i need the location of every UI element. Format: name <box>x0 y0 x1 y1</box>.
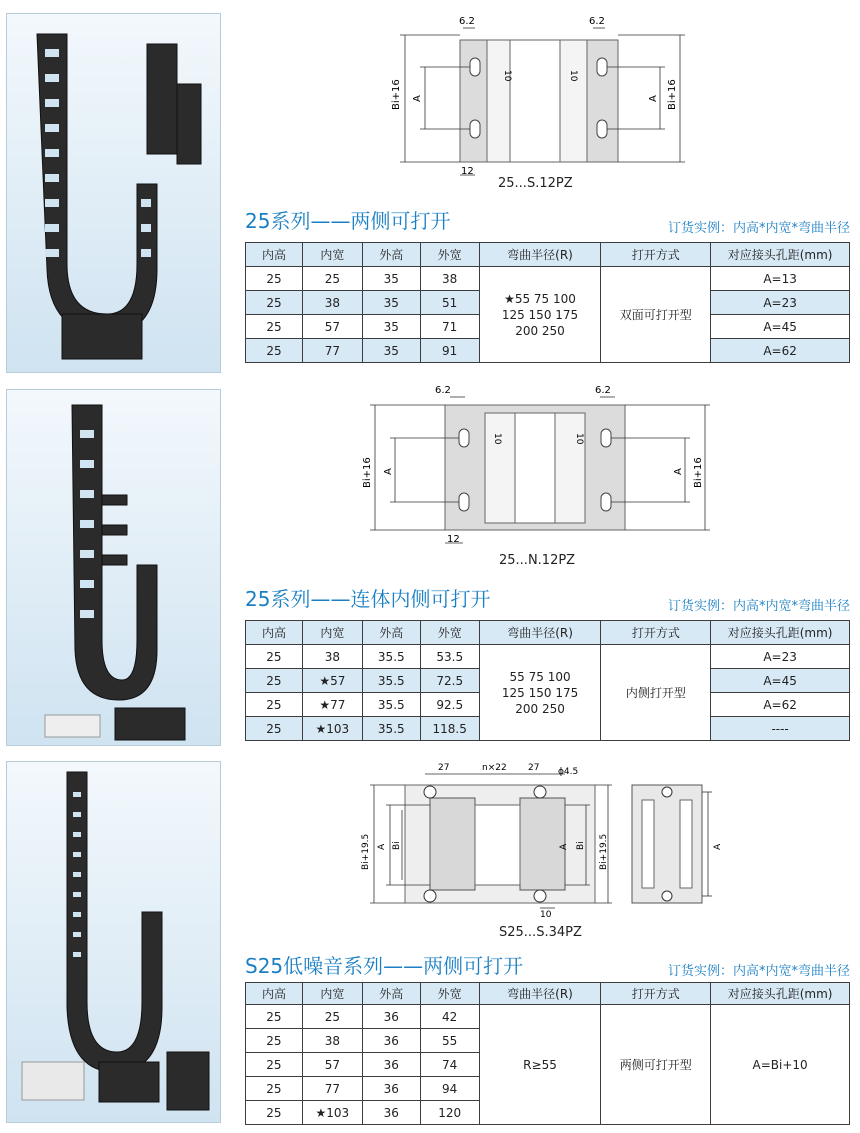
order-example: 订货实例：内高*内宽*弯曲半径 <box>667 599 850 614</box>
cell-hole-distance: A=62 <box>711 339 850 363</box>
column-header: 内高 <box>246 983 303 1005</box>
technical-drawing-1 <box>375 10 705 195</box>
technical-drawing-2 <box>355 383 725 553</box>
cell-bend-radius: R≥55 <box>479 1005 601 1125</box>
dim-bottom: 12 <box>461 166 474 177</box>
cell-hole-distance: A=62 <box>711 693 850 717</box>
cell-outer-height: 35 <box>362 291 420 315</box>
section-title: 25系列——两侧可打开 <box>245 209 451 233</box>
dim-right-pitch: 6.2 <box>589 16 605 27</box>
cell-outer-height: 36 <box>362 1029 420 1053</box>
cell-outer-width: 94 <box>420 1077 479 1101</box>
cell-inner-height: 25 <box>246 1053 303 1077</box>
cell-inner-width: 57 <box>302 1053 362 1077</box>
dim-right-pitch: 6.2 <box>595 385 611 396</box>
column-header: 弯曲半径(R) <box>479 243 601 267</box>
cell-outer-width: 91 <box>420 339 479 363</box>
dim-a-side: A <box>713 843 723 850</box>
cell-outer-width: 118.5 <box>420 717 479 741</box>
order-example: 订货实例：内高*内宽*弯曲半径 <box>667 221 850 236</box>
drawing-caption-1: 25...S.12PZ <box>498 176 573 191</box>
dim-pitch-count: n×22 <box>482 763 507 773</box>
dim-slot-right: 10 <box>568 70 578 82</box>
dim-slot-right: 10 <box>574 433 584 445</box>
column-header: 外高 <box>362 243 420 267</box>
cell-inner-height: 25 <box>246 315 303 339</box>
spec-table <box>245 620 850 741</box>
cell-outer-width: 53.5 <box>420 645 479 669</box>
table-header-row <box>246 621 850 645</box>
section-title: 25系列——连体内侧可打开 <box>245 587 491 611</box>
cell-outer-height: 36 <box>362 1005 420 1029</box>
dim-slot-left: 10 <box>502 70 512 82</box>
table-header-row <box>246 243 850 267</box>
radius-line: 200 250 <box>515 701 565 716</box>
cell-inner-height: 25 <box>246 339 303 363</box>
column-header: 对应接头孔距(mm) <box>711 621 850 645</box>
cell-outer-height: 35 <box>362 339 420 363</box>
dim-height-left: Bi+19.5 <box>361 833 371 870</box>
column-header: 外高 <box>362 983 420 1005</box>
radius-line: 125 150 175 <box>501 685 579 700</box>
cell-outer-width: 92.5 <box>420 693 479 717</box>
cell-hole-distance: A=13 <box>711 267 850 291</box>
cell-outer-width: 71 <box>420 315 479 339</box>
dim-slot-left: 10 <box>492 433 502 445</box>
dim-height-right: Bi+16 <box>693 457 704 488</box>
radius-line: 200 250 <box>515 323 565 338</box>
spec-section-2 <box>245 583 850 753</box>
column-header: 对应接头孔距(mm) <box>711 243 850 267</box>
table-header-row <box>246 983 850 1005</box>
cell-inner-width: 77 <box>302 1077 362 1101</box>
cell-inner-width: 38 <box>302 1029 362 1053</box>
cell-bend-radius <box>479 645 601 741</box>
spec-table <box>245 242 850 363</box>
product-photo-1 <box>6 13 221 373</box>
cell-inner-height: 25 <box>246 717 303 741</box>
dim-height-left: Bi+16 <box>391 79 402 110</box>
dim-a-left: A <box>383 468 394 475</box>
radius-line: ★55 75 100 <box>504 291 576 306</box>
cell-inner-width: 57 <box>302 315 362 339</box>
table-row <box>246 267 850 291</box>
cell-inner-height: 25 <box>246 645 303 669</box>
dim-a-left: A <box>412 95 423 102</box>
cell-inner-width: ★103 <box>302 1101 362 1125</box>
product-photo-3 <box>6 761 221 1123</box>
cell-outer-height: 36 <box>362 1077 420 1101</box>
section-title: S25低噪音系列——两侧可打开 <box>245 954 524 978</box>
cell-inner-height: 25 <box>246 693 303 717</box>
cell-outer-width: 120 <box>420 1101 479 1125</box>
cell-inner-height: 25 <box>246 1005 303 1029</box>
dim-left-pitch: 6.2 <box>435 385 451 396</box>
dim-left-pitch: 6.2 <box>459 16 475 27</box>
cell-hole-distance: A=23 <box>711 645 850 669</box>
dim-a-left: A <box>377 843 387 850</box>
column-header: 弯曲半径(R) <box>479 983 601 1005</box>
drawing-caption-2: 25...N.12PZ <box>499 553 576 568</box>
dim-hole-diameter: ϕ4.5 <box>558 767 579 777</box>
cell-inner-height: 25 <box>246 1029 303 1053</box>
cell-outer-width: 74 <box>420 1053 479 1077</box>
cell-inner-height: 25 <box>246 291 303 315</box>
cable-chain-illustration <box>7 14 222 374</box>
cell-hole-distance: A=45 <box>711 315 850 339</box>
cell-hole-distance: A=Bi+10 <box>711 1005 850 1125</box>
dim-height-right: Bi+19.5 <box>599 833 609 870</box>
dim-left-width: 27 <box>438 763 450 773</box>
spec-section-1 <box>245 205 850 375</box>
cell-inner-width: ★103 <box>302 717 362 741</box>
cell-outer-height: 35.5 <box>362 669 420 693</box>
cell-open-type: 内侧打开型 <box>601 645 711 741</box>
cell-inner-width: 77 <box>302 339 362 363</box>
cell-outer-width: 38 <box>420 267 479 291</box>
cell-inner-width: 25 <box>302 267 362 291</box>
cell-hole-distance: ---- <box>711 717 850 741</box>
dim-bi-left: Bi <box>392 841 402 850</box>
dim-bottom: 10 <box>540 910 552 920</box>
product-photo-2 <box>6 389 221 746</box>
technical-drawing-3 <box>350 760 730 925</box>
table-row <box>246 645 850 669</box>
cell-inner-width: ★57 <box>302 669 362 693</box>
column-header: 打开方式 <box>601 983 711 1005</box>
order-example: 订货实例：内高*内宽*弯曲半径 <box>667 964 850 979</box>
dim-a-right: A <box>559 843 569 850</box>
cell-inner-height: 25 <box>246 1077 303 1101</box>
cell-hole-distance: A=45 <box>711 669 850 693</box>
cell-outer-height: 35.5 <box>362 717 420 741</box>
column-header: 打开方式 <box>601 243 711 267</box>
cell-outer-height: 35 <box>362 315 420 339</box>
cell-inner-width: 38 <box>302 291 362 315</box>
cell-inner-height: 25 <box>246 267 303 291</box>
spec-table <box>245 982 850 1125</box>
spec-section-3 <box>245 950 850 1125</box>
column-header: 内宽 <box>302 621 362 645</box>
column-header: 外宽 <box>420 621 479 645</box>
column-header: 对应接头孔距(mm) <box>711 983 850 1005</box>
cell-open-type: 两侧可打开型 <box>601 1005 711 1125</box>
cell-outer-height: 35 <box>362 267 420 291</box>
cell-bend-radius <box>479 267 601 363</box>
cable-chain-illustration <box>7 390 222 747</box>
dim-a-right: A <box>648 95 659 102</box>
dim-height-right: Bi+16 <box>667 79 678 110</box>
drawing-caption-3: S25...S.34PZ <box>499 925 582 940</box>
column-header: 外宽 <box>420 983 479 1005</box>
cell-inner-width: 25 <box>302 1005 362 1029</box>
column-header: 打开方式 <box>601 621 711 645</box>
cell-outer-height: 36 <box>362 1053 420 1077</box>
cell-inner-height: 25 <box>246 1101 303 1125</box>
radius-line: 125 150 175 <box>501 307 579 322</box>
cell-open-type: 双面可打开型 <box>601 267 711 363</box>
column-header: 弯曲半径(R) <box>479 621 601 645</box>
column-header: 内宽 <box>302 983 362 1005</box>
cell-outer-width: 72.5 <box>420 669 479 693</box>
cell-outer-height: 36 <box>362 1101 420 1125</box>
cell-inner-width: 38 <box>302 645 362 669</box>
cell-outer-width: 51 <box>420 291 479 315</box>
dim-bi-right: Bi <box>576 841 586 850</box>
column-header: 外宽 <box>420 243 479 267</box>
column-header: 内高 <box>246 243 303 267</box>
column-header: 内宽 <box>302 243 362 267</box>
cell-outer-height: 35.5 <box>362 693 420 717</box>
cell-outer-width: 55 <box>420 1029 479 1053</box>
dim-bottom: 12 <box>447 534 460 545</box>
cell-inner-width: ★77 <box>302 693 362 717</box>
dim-right-width: 27 <box>528 763 540 773</box>
table-row <box>246 1005 850 1029</box>
cell-hole-distance: A=23 <box>711 291 850 315</box>
radius-line: 55 75 100 <box>509 669 571 684</box>
cable-chain-illustration <box>7 762 222 1124</box>
dim-a-right: A <box>673 468 684 475</box>
dim-height-left: Bi+16 <box>362 457 373 488</box>
column-header: 外高 <box>362 621 420 645</box>
column-header: 内高 <box>246 621 303 645</box>
cell-outer-height: 35.5 <box>362 645 420 669</box>
cell-outer-width: 42 <box>420 1005 479 1029</box>
cell-inner-height: 25 <box>246 669 303 693</box>
